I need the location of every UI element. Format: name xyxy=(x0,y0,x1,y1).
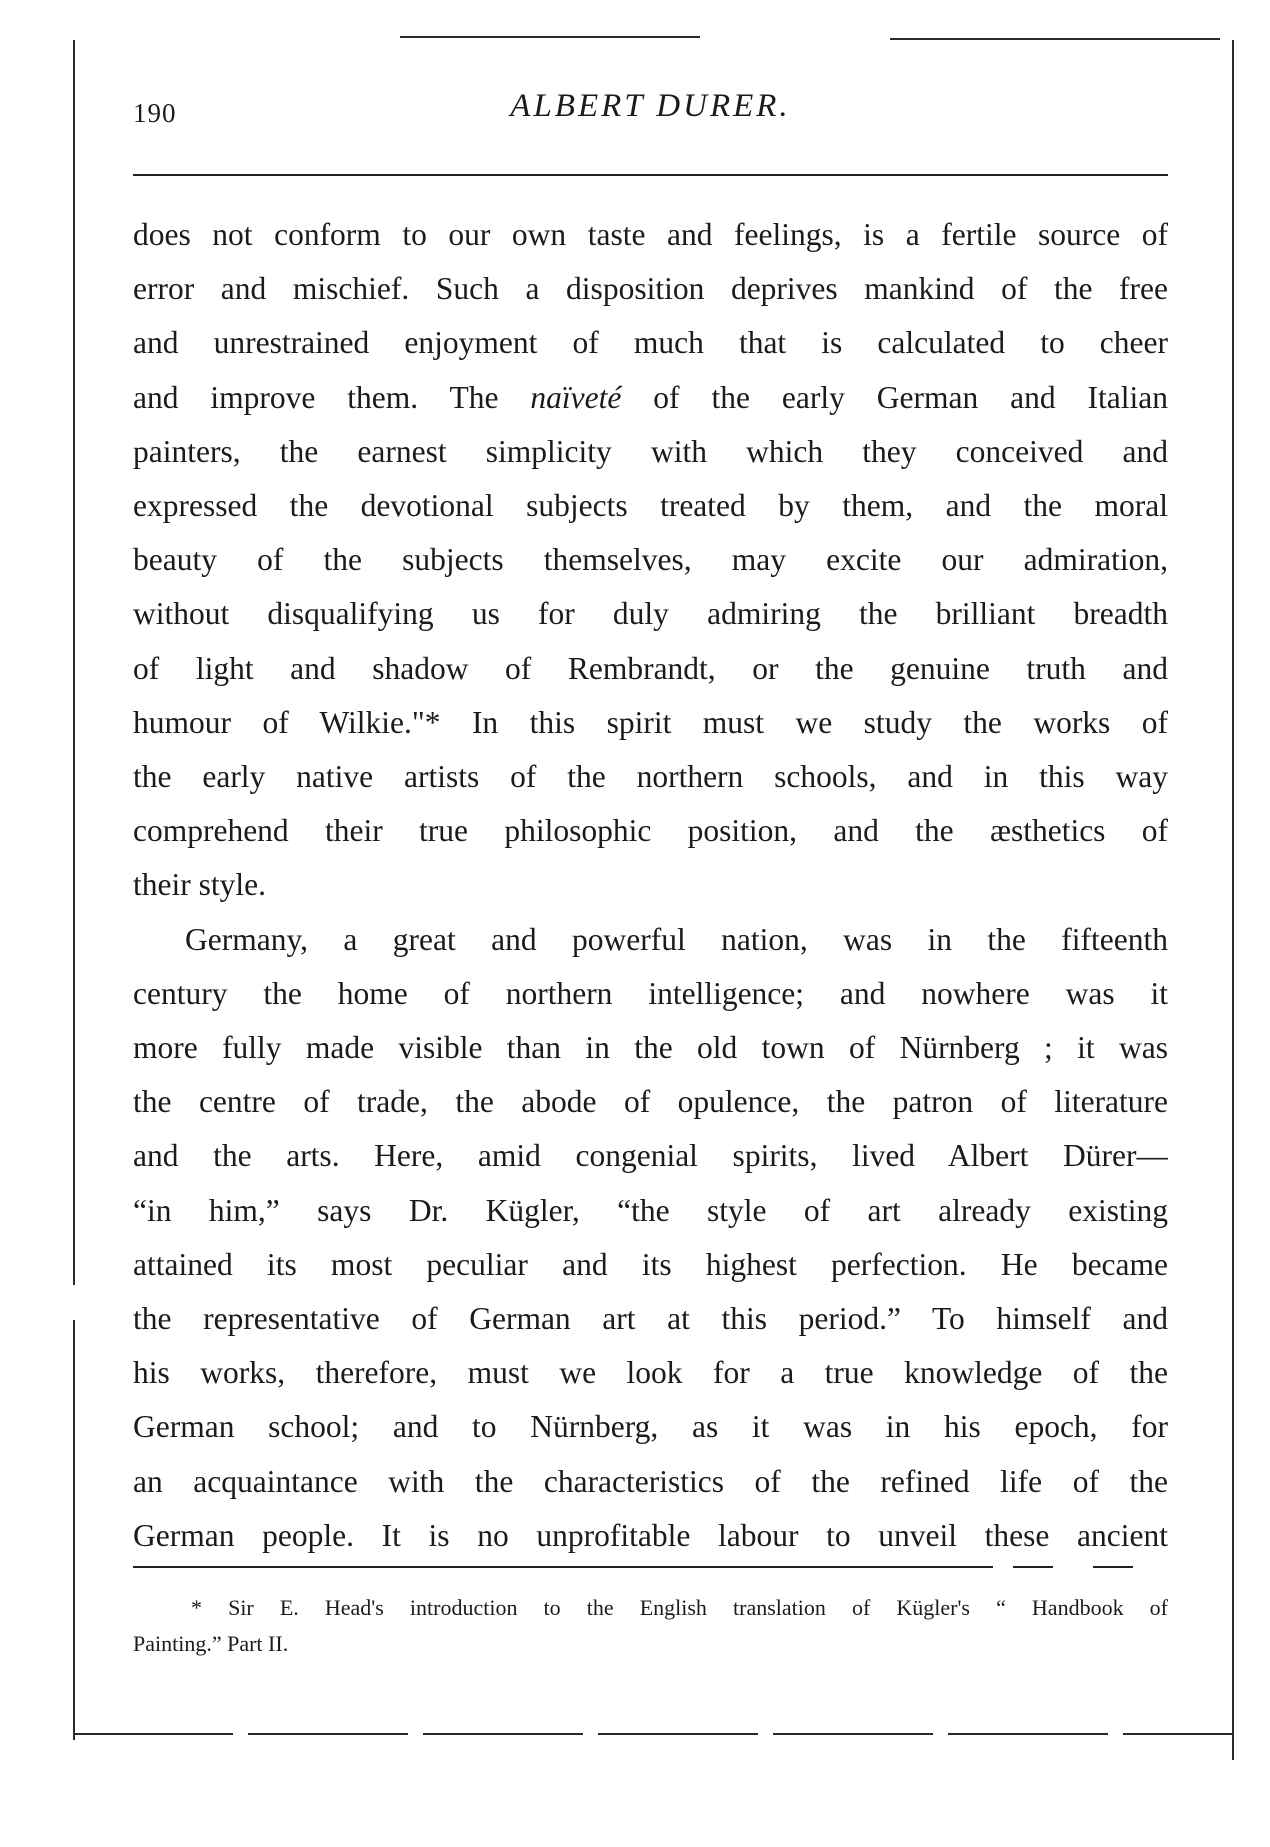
scan-edge-right xyxy=(1232,40,1234,1760)
text-line: expressed the devotional subjects treated by them, and the moral xyxy=(133,488,1168,524)
text-line: his works, therefore, must we look for a true knowledge of the xyxy=(133,1355,1168,1391)
page-header xyxy=(133,88,1168,144)
text-line: painters, the earnest simplicity with which they conceived and xyxy=(133,433,1168,469)
text-line: error and mischief. Such a disposition deprives mankind of the free xyxy=(133,271,1168,307)
text-line: century the home of northern intelligence; and nowhere was it xyxy=(133,975,1168,1011)
paragraph-1 xyxy=(133,208,1168,913)
text-line: humour of Wilkie."* In this spirit must we study the works of xyxy=(133,704,1168,740)
footnote-line: * Sir E. Head's introduction to the English translation of Kügler's “ Handbook of xyxy=(191,1595,1168,1620)
scan-edge-top xyxy=(400,36,700,38)
text-segment: of the early German and Italian xyxy=(621,379,1168,415)
text-line: their style. xyxy=(133,867,266,903)
paragraph-2 xyxy=(133,913,1168,1563)
text-line: more fully made visible than in the old town of Nürnberg ; it was xyxy=(133,1030,1168,1066)
text-line: and unrestrained enjoyment of much that is calculated to cheer xyxy=(133,325,1168,361)
text-line: and the arts. Here, amid congenial spirits, lived Albert Dürer— xyxy=(133,1138,1168,1174)
text-line: the centre of trade, the abode of opulence, the patron of literature xyxy=(133,1084,1168,1120)
scan-edge-bottom xyxy=(73,1733,1233,1735)
page-number: 190 xyxy=(133,98,177,128)
scan-edge-left xyxy=(73,40,75,1285)
text-line: an acquaintance with the characteristics of the refined life of the xyxy=(133,1463,1168,1499)
running-title: ALBERT DURER. xyxy=(510,88,791,124)
text-line: of light and shadow of Rembrandt, or the genuine truth and xyxy=(133,650,1168,686)
text-line: the representative of German art at this period.” To himself and xyxy=(133,1301,1168,1337)
scan-edge-top-right xyxy=(890,38,1220,40)
italic-term: naïveté xyxy=(530,379,622,415)
text-line: attained its most peculiar and its highest perfection. He became xyxy=(133,1246,1168,1282)
text-line: the early native artists of the northern schools, and in this way xyxy=(133,759,1168,795)
scan-edge-left-lower xyxy=(73,1320,75,1740)
body-text xyxy=(133,208,1168,1563)
footnote xyxy=(133,1590,1168,1662)
text-line: German people. It is no unprofitable labour to unveil these ancient xyxy=(133,1517,1168,1553)
text-line: German school; and to Nürnberg, as it was in his epoch, for xyxy=(133,1409,1168,1445)
text-line: “in him,” says Dr. Kügler, “the style of art already existing xyxy=(133,1192,1168,1228)
text-line: beauty of the subjects themselves, may excite our admiration, xyxy=(133,542,1168,578)
text-line xyxy=(133,371,1168,425)
text-line: without disqualifying us for duly admiring the brilliant breadth xyxy=(133,596,1168,632)
text-line: comprehend their true philosophic position, and the æsthetics of xyxy=(133,813,1168,849)
footnote-line: Painting.” Part II. xyxy=(133,1631,289,1656)
header-rule xyxy=(133,174,1168,176)
footnote-rule xyxy=(133,1566,1168,1568)
text-line: does not conform to our own taste and feelings, is a fertile source of xyxy=(133,217,1168,252)
text-segment: and improve them. The xyxy=(133,379,531,415)
text-line: Germany, a great and powerful nation, was in the fifteenth xyxy=(185,921,1168,957)
